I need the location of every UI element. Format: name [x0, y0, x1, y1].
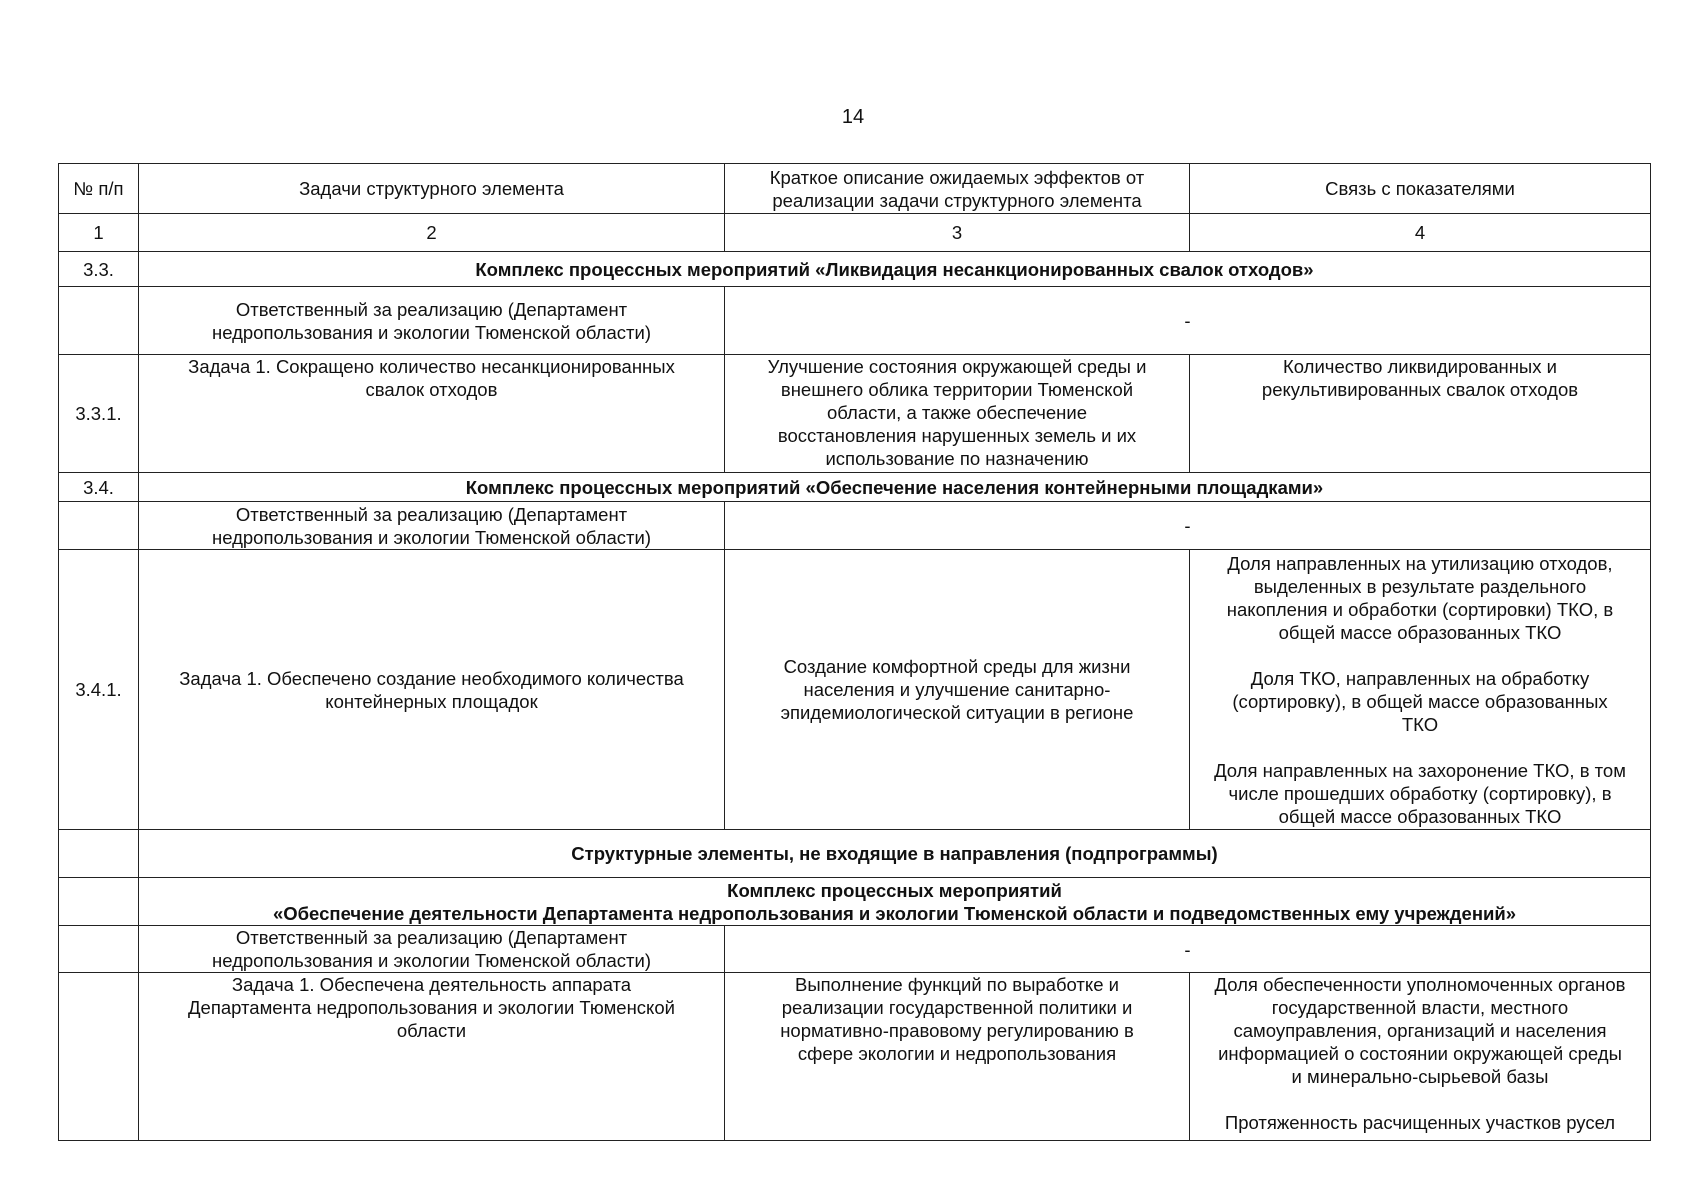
task-cell: Задача 1. Сокращено количество несанкционированных свалок отходов [139, 355, 725, 473]
column-number: 1 [59, 214, 139, 252]
empty-cell [59, 878, 139, 926]
responsible-row [59, 287, 1651, 355]
header-indicators: Связь с показателями [1190, 164, 1651, 214]
page-number: 14 [841, 106, 865, 128]
section-title-line: Комплекс процессных мероприятий [727, 879, 1062, 901]
indicator-cell [1190, 973, 1651, 1141]
task-number: 3.4.1. [59, 550, 139, 830]
indicator-text: Доля направленных на утилизацию отходов, выделенных в результате раздельного накопления и обработки (сортировки) ТКО, в общей массе образованных ТКО [1226, 552, 1614, 643]
task-row [59, 550, 1651, 830]
header-tasks: Задачи структурного элемента [139, 164, 725, 214]
structural-row [59, 830, 1651, 878]
column-number: 3 [725, 214, 1190, 252]
program-table [58, 163, 1651, 1141]
responsible-cell: Ответственный за реализацию (Департамент недропользования и экологии Тюменской области) [139, 502, 725, 550]
task-cell: Задача 1. Обеспечена деятельность аппарата Департамента недропользования и экологии Тюменской области [139, 973, 725, 1141]
empty-cell [59, 926, 139, 973]
responsible-dash: - [725, 287, 1651, 355]
indicator-cell [1190, 550, 1651, 830]
responsible-cell: Ответственный за реализацию (Департамент недропользования и экологии Тюменской области) [139, 926, 725, 973]
task-row [59, 355, 1651, 473]
empty-cell [59, 830, 139, 878]
header-effects: Краткое описание ожидаемых эффектов от реализации задачи структурного элемента [725, 164, 1190, 214]
section-title: Комплекс процессных мероприятий «Ликвидация несанкционированных свалок отходов» [139, 252, 1651, 287]
section-title [139, 878, 1651, 926]
task-number: 3.3.1. [59, 355, 139, 473]
responsible-dash: - [725, 502, 1651, 550]
column-number: 2 [139, 214, 725, 252]
responsible-dash: - [725, 926, 1651, 973]
indicator-cell: Количество ликвидированных и рекультивированных свалок отходов [1190, 355, 1651, 473]
task-cell: Задача 1. Обеспечено создание необходимого количества контейнерных площадок [139, 550, 725, 830]
task-row [59, 973, 1651, 1141]
empty-cell [59, 973, 139, 1141]
section-number: 3.4. [59, 473, 139, 502]
empty-cell [59, 502, 139, 550]
column-numbers-row [59, 214, 1651, 252]
effect-cell: Улучшение состояния окружающей среды и внешнего облика территории Тюменской области, а также обеспечение восстановления нарушенных земель и их использование по назначению [725, 355, 1190, 473]
responsible-row [59, 926, 1651, 973]
section-row [59, 473, 1651, 502]
section-row [59, 878, 1651, 926]
table-header-row [59, 164, 1651, 214]
section-title-line: «Обеспечение деятельности Департамента недропользования и экологии Тюменской области и подведомственных ему учреждений» [272, 902, 1517, 924]
indicator-text: Доля ТКО, направленных на обработку (сортировку), в общей массе образованных ТКО [1232, 667, 1608, 735]
indicator-text: Доля обеспеченности уполномоченных органов государственной власти, местного самоуправления, организаций и населения информацией о состоянии окружающей среды и минерально-сырьевой базы [1214, 974, 1626, 1087]
empty-cell [59, 287, 139, 355]
structural-title: Структурные элементы, не входящие в направления (подпрограммы) [139, 830, 1651, 878]
responsible-row [59, 502, 1651, 550]
indicator-text: Протяженность расчищенных участков русел [1224, 1112, 1616, 1133]
section-row [59, 252, 1651, 287]
effect-cell: Выполнение функций по выработке и реализации государственной политики и нормативно-правовому регулированию в сфере экологии и недропользования [725, 973, 1190, 1141]
section-title: Комплекс процессных мероприятий «Обеспечение населения контейнерными площадками» [139, 473, 1651, 502]
column-number: 4 [1190, 214, 1651, 252]
header-number: № п/п [59, 164, 139, 214]
indicator-text: Доля направленных на захоронение ТКО, в том числе прошедших обработку (сортировку), в общей массе образованных ТКО [1214, 759, 1626, 827]
responsible-cell: Ответственный за реализацию (Департамент недропользования и экологии Тюменской области) [139, 287, 725, 355]
effect-cell: Создание комфортной среды для жизни населения и улучшение санитарно- эпидемиологической ситуации в регионе [725, 550, 1190, 830]
section-number: 3.3. [59, 252, 139, 287]
